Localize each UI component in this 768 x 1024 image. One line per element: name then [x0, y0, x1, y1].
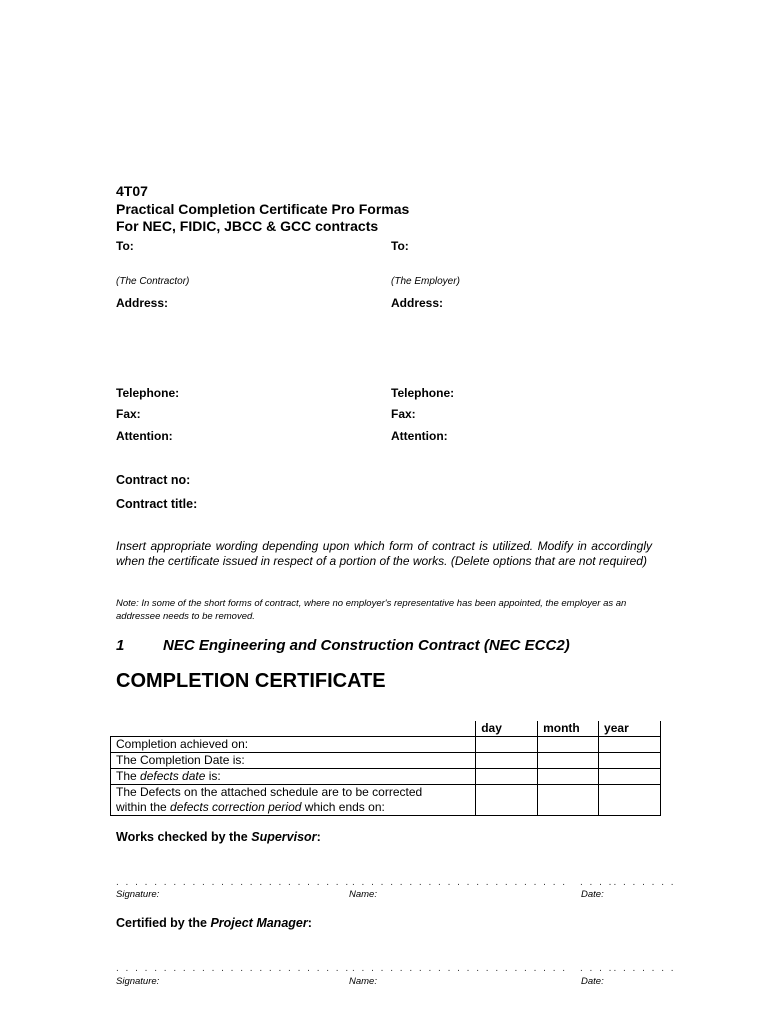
name-line[interactable]: . . . . . . . . . . . . . . . . . . . . . . .	[352, 963, 568, 974]
contract-no-label: Contract no:	[116, 473, 191, 487]
row-label: The defects date is:	[111, 769, 476, 785]
date-label: Date:	[581, 976, 604, 987]
signature-line[interactable]: . . . . . . . . . . . . . . . . . . . . . . . . .	[116, 877, 351, 888]
day-cell[interactable]	[476, 785, 538, 816]
right-attention-label: Attention:	[391, 429, 448, 443]
date-line[interactable]: . . . .. . . . . . .	[580, 877, 676, 888]
name-label: Name:	[349, 889, 377, 900]
year-cell[interactable]	[599, 769, 661, 785]
table-row	[111, 785, 661, 816]
document-title: Practical Completion Certificate Pro Formas	[116, 201, 410, 217]
year-cell[interactable]	[599, 785, 661, 816]
month-cell[interactable]	[538, 753, 599, 769]
month-cell[interactable]	[538, 785, 599, 816]
month-cell[interactable]	[538, 737, 599, 753]
table-row	[111, 753, 661, 769]
document-code: 4T07	[116, 183, 148, 199]
date-line[interactable]: . . . .. . . . . . .	[580, 963, 676, 974]
year-cell[interactable]	[599, 753, 661, 769]
row-label: The Defects on the attached schedule are to be corrected within the defects correction period which ends on:	[111, 785, 476, 816]
certified-by-heading: Certified by the Project Manager:	[116, 916, 312, 930]
day-cell[interactable]	[476, 769, 538, 785]
right-fax-label: Fax:	[391, 407, 416, 421]
right-to-label: To:	[391, 239, 409, 253]
section-number: 1	[116, 637, 125, 654]
left-party-label: (The Contractor)	[116, 276, 190, 287]
name-line[interactable]: . . . . . . . . . . . . . . . . . . . . . . .	[352, 877, 568, 888]
left-attention-label: Attention:	[116, 429, 173, 443]
left-telephone-label: Telephone:	[116, 386, 180, 400]
month-header: month	[538, 721, 599, 737]
day-cell[interactable]	[476, 737, 538, 753]
contract-title-label: Contract title:	[116, 497, 198, 511]
signature-label: Signature:	[116, 976, 160, 987]
name-label: Name:	[349, 976, 377, 987]
table-row	[111, 769, 661, 785]
document-subtitle: For NEC, FIDIC, JBCC & GCC contracts	[116, 218, 379, 234]
right-address-label: Address:	[391, 296, 444, 310]
table-header-row	[111, 721, 661, 737]
day-header: day	[476, 721, 538, 737]
instruction-paragraph: Insert appropriate wording depending upon which form of contract is utilized. Modify in accordingly when the certificate issued in respect of a portion of the works. (Delete options that are not required)	[116, 539, 652, 568]
signature-line[interactable]: . . . . . . . . . . . . . . . . . . . . . . . . .	[116, 963, 351, 974]
note-paragraph: Note: In some of the short forms of contract, where no employer's representative has been appointed, the employer as an addressee needs to be removed.	[116, 598, 627, 622]
left-to-label: To:	[116, 239, 134, 253]
signature-label: Signature:	[116, 889, 160, 900]
year-cell[interactable]	[599, 737, 661, 753]
section-title: NEC Engineering and Construction Contract (NEC ECC2)	[163, 637, 570, 654]
date-label: Date:	[581, 889, 604, 900]
row-label: Completion achieved on:	[111, 737, 476, 753]
certificate-title: COMPLETION CERTIFICATE	[116, 670, 386, 692]
right-telephone-label: Telephone:	[391, 386, 455, 400]
left-fax-label: Fax:	[116, 407, 141, 421]
row-label: The Completion Date is:	[111, 753, 476, 769]
month-cell[interactable]	[538, 769, 599, 785]
checked-by-heading: Works checked by the Supervisor:	[116, 830, 321, 844]
right-party-label: (The Employer)	[391, 276, 460, 287]
day-cell[interactable]	[476, 753, 538, 769]
left-address-label: Address:	[116, 296, 169, 310]
completion-dates-table	[110, 721, 661, 816]
year-header: year	[599, 721, 661, 737]
table-row	[111, 737, 661, 753]
